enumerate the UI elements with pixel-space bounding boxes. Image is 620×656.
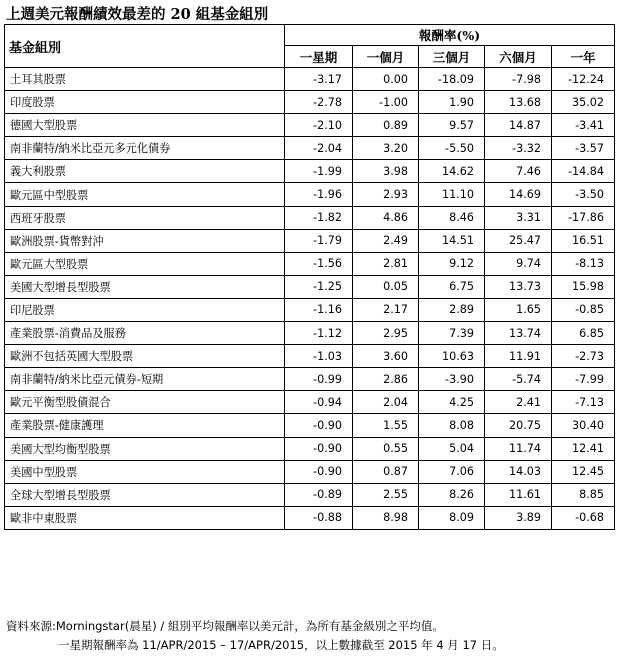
return-value: 3.31 [485, 206, 552, 229]
return-value: -1.56 [285, 252, 353, 275]
table-row [5, 252, 615, 275]
return-value: 11.91 [485, 345, 552, 368]
return-value: 13.68 [485, 91, 552, 114]
return-value: 10.63 [419, 345, 485, 368]
table-row [5, 298, 615, 321]
table-row [5, 68, 615, 91]
table-row [5, 229, 615, 252]
return-value: -3.41 [552, 114, 615, 137]
return-value: 1.55 [353, 414, 419, 437]
return-value: 13.73 [485, 275, 552, 298]
fund-group-name: 歐洲股票-貨幣對沖 [5, 229, 285, 252]
return-value: -1.79 [285, 229, 353, 252]
return-value: -3.90 [419, 368, 485, 391]
table-row [5, 114, 615, 137]
return-value: -0.90 [285, 414, 353, 437]
return-value: 8.08 [419, 414, 485, 437]
fund-group-name: 歐洲不包括英國大型股票 [5, 345, 285, 368]
return-value: 2.49 [353, 229, 419, 252]
period-footnote: 一星期報酬率為 11/APR/2015 – 17/APR/2015，以上數據截至 2015 年 4 月 17 日。 [58, 638, 504, 652]
fund-group-header: 基金組別 [5, 25, 285, 68]
return-value: 2.93 [353, 183, 419, 206]
return-value: 14.69 [485, 183, 552, 206]
fund-group-name: 土耳其股票 [5, 68, 285, 91]
period-header: 一星期 [285, 46, 353, 68]
return-value: -0.94 [285, 391, 353, 414]
fund-group-name: 歐元區中型股票 [5, 183, 285, 206]
fund-group-name: 歐元區大型股票 [5, 252, 285, 275]
fund-group-name: 南非蘭特/納米比亞元債券-短期 [5, 368, 285, 391]
return-value: 2.17 [353, 298, 419, 321]
return-value: 0.55 [353, 437, 419, 460]
return-value: 8.85 [552, 483, 615, 506]
return-value: 3.89 [485, 506, 552, 529]
table-row [5, 391, 615, 414]
return-value: -1.00 [353, 91, 419, 114]
fund-group-name: 美國大型均衡型股票 [5, 437, 285, 460]
return-value: -0.88 [285, 506, 353, 529]
return-value: -7.98 [485, 68, 552, 91]
return-value: -0.89 [285, 483, 353, 506]
return-value: -1.99 [285, 160, 353, 183]
return-value: -17.86 [552, 206, 615, 229]
return-value: -3.17 [285, 68, 353, 91]
return-value: 15.98 [552, 275, 615, 298]
return-value: 2.86 [353, 368, 419, 391]
return-value: -1.82 [285, 206, 353, 229]
table-row [5, 506, 615, 529]
table-row [5, 160, 615, 183]
table-row [5, 483, 615, 506]
return-value: -2.10 [285, 114, 353, 137]
return-value: 12.41 [552, 437, 615, 460]
table-row [5, 368, 615, 391]
return-value: 0.05 [353, 275, 419, 298]
return-value: 5.04 [419, 437, 485, 460]
return-value: -14.84 [552, 160, 615, 183]
table-row [5, 345, 615, 368]
return-value: 7.46 [485, 160, 552, 183]
return-value: 14.62 [419, 160, 485, 183]
return-value: -2.04 [285, 137, 353, 160]
fund-group-name: 義大利股票 [5, 160, 285, 183]
fund-group-name: 美國大型增長型股票 [5, 275, 285, 298]
table-row [5, 460, 615, 483]
return-value: -8.13 [552, 252, 615, 275]
return-value: 4.86 [353, 206, 419, 229]
return-value: 6.75 [419, 275, 485, 298]
return-value: 14.03 [485, 460, 552, 483]
table-row [5, 437, 615, 460]
period-header: 三個月 [419, 46, 485, 68]
return-value: 9.57 [419, 114, 485, 137]
fund-group-name: 西班牙股票 [5, 206, 285, 229]
table-row [5, 183, 615, 206]
fund-group-name: 歐非中東股票 [5, 506, 285, 529]
return-value: 16.51 [552, 229, 615, 252]
return-value: 9.12 [419, 252, 485, 275]
return-value: 2.41 [485, 391, 552, 414]
return-value: 30.40 [552, 414, 615, 437]
table-row [5, 322, 615, 345]
return-value: -0.90 [285, 460, 353, 483]
return-value: 8.09 [419, 506, 485, 529]
fund-performance-table [4, 24, 615, 530]
return-value: 8.46 [419, 206, 485, 229]
return-value: 20.75 [485, 414, 552, 437]
return-value: 11.61 [485, 483, 552, 506]
return-value: 2.95 [353, 322, 419, 345]
return-value: -7.99 [552, 368, 615, 391]
return-value: 2.81 [353, 252, 419, 275]
return-value: -2.73 [552, 345, 615, 368]
source-footnote: 資料來源:Morningstar(晨星) / 組別平均報酬率以美元計，為所有基金級別之平均值。 [6, 619, 444, 633]
return-value: -3.50 [552, 183, 615, 206]
return-value: 0.87 [353, 460, 419, 483]
return-value: -18.09 [419, 68, 485, 91]
fund-group-name: 產業股票-消費品及服務 [5, 322, 285, 345]
return-value: 0.89 [353, 114, 419, 137]
return-value: -7.13 [552, 391, 615, 414]
table-row [5, 275, 615, 298]
return-value: 7.06 [419, 460, 485, 483]
return-value: 11.74 [485, 437, 552, 460]
return-value: 14.87 [485, 114, 552, 137]
return-value: -5.50 [419, 137, 485, 160]
return-value: 2.04 [353, 391, 419, 414]
return-value: -1.25 [285, 275, 353, 298]
table-row [5, 206, 615, 229]
return-value: 2.89 [419, 298, 485, 321]
fund-group-name: 南非蘭特/納米比亞元多元化債券 [5, 137, 285, 160]
return-value: 25.47 [485, 229, 552, 252]
fund-group-name: 產業股票-健康護理 [5, 414, 285, 437]
return-value: -3.32 [485, 137, 552, 160]
return-value: 3.60 [353, 345, 419, 368]
return-value: 0.00 [353, 68, 419, 91]
page-title: 上週美元報酬績效最差的 20 組基金組別 [6, 6, 269, 23]
return-value: 2.55 [353, 483, 419, 506]
return-value: -12.24 [552, 68, 615, 91]
return-value: -1.96 [285, 183, 353, 206]
return-value: -5.74 [485, 368, 552, 391]
table-row [5, 414, 615, 437]
return-value: 6.85 [552, 322, 615, 345]
return-value: 4.25 [419, 391, 485, 414]
return-value: -1.16 [285, 298, 353, 321]
return-value: -0.85 [552, 298, 615, 321]
return-value: 8.26 [419, 483, 485, 506]
return-value: -1.12 [285, 322, 353, 345]
table-row [5, 91, 615, 114]
fund-group-name: 歐元平衡型股債混合 [5, 391, 285, 414]
return-value: 1.90 [419, 91, 485, 114]
period-header: 一年 [552, 46, 615, 68]
fund-group-name: 美國中型股票 [5, 460, 285, 483]
period-header: 一個月 [353, 46, 419, 68]
return-value: 9.74 [485, 252, 552, 275]
return-value: -0.68 [552, 506, 615, 529]
return-value: 8.98 [353, 506, 419, 529]
return-value: 11.10 [419, 183, 485, 206]
return-value: 3.98 [353, 160, 419, 183]
return-value: 13.74 [485, 322, 552, 345]
return-value: 12.45 [552, 460, 615, 483]
fund-group-name: 印尼股票 [5, 298, 285, 321]
fund-group-name: 全球大型增長型股票 [5, 483, 285, 506]
return-value: -0.99 [285, 368, 353, 391]
return-value: 35.02 [552, 91, 615, 114]
return-value: -1.03 [285, 345, 353, 368]
return-value: 1.65 [485, 298, 552, 321]
table-row [5, 137, 615, 160]
return-value: 3.20 [353, 137, 419, 160]
fund-group-name: 印度股票 [5, 91, 285, 114]
return-value: -2.78 [285, 91, 353, 114]
return-value: -3.57 [552, 137, 615, 160]
period-header: 六個月 [485, 46, 552, 68]
return-value: 7.39 [419, 322, 485, 345]
fund-group-name: 德國大型股票 [5, 114, 285, 137]
return-value: -0.90 [285, 437, 353, 460]
return-rate-header: 報酬率(%) [285, 25, 615, 46]
return-value: 14.51 [419, 229, 485, 252]
